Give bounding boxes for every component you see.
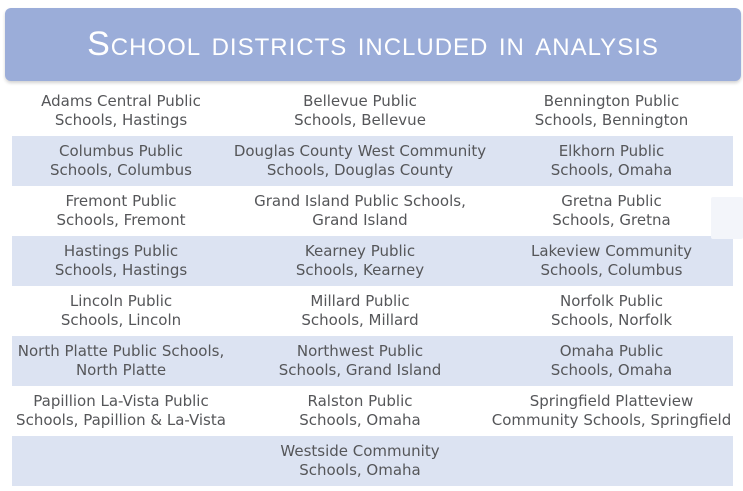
table-row (12, 136, 733, 186)
table-row (12, 236, 733, 286)
edge-artifact (711, 197, 743, 239)
table-cell: Northwest Public Schools, Grand Island (278, 342, 442, 379)
table-row (12, 86, 733, 136)
table-title-banner (5, 8, 741, 81)
table-cell: Kearney Public Schools, Kearney (295, 242, 425, 279)
table-row (12, 186, 733, 236)
table-cell: Gretna Public Schools, Gretna (552, 192, 671, 229)
table-cell: Papillion La-Vista Public Schools, Papillion & La-Vista (16, 392, 226, 429)
table-cell: Westside Community Schools, Omaha (280, 442, 440, 479)
table-cell: Grand Island Public Schools, Grand Island (254, 192, 466, 229)
table-cell: Bellevue Public Schools, Bellevue (294, 92, 426, 129)
table-row (12, 386, 733, 436)
table-cell: Bennington Public Schools, Bennington (534, 92, 689, 129)
table-cell: Adams Central Public Schools, Hastings (41, 92, 201, 129)
table-row (12, 286, 733, 336)
table-cell: Lincoln Public Schools, Lincoln (60, 292, 182, 329)
table-cell: Elkhorn Public Schools, Omaha (550, 142, 673, 179)
districts-table (12, 86, 733, 486)
table-cell: Columbus Public Schools, Columbus (50, 142, 192, 179)
table-row (12, 436, 733, 486)
table-cell: Springfield Platteview Community Schools, Springfield (491, 392, 732, 429)
table-cell: Omaha Public Schools, Omaha (550, 342, 673, 379)
table-cell: Millard Public Schools, Millard (301, 292, 419, 329)
table-cell: Lakeview Community Schools, Columbus (530, 242, 693, 279)
table-cell: Ralston Public Schools, Omaha (299, 392, 421, 429)
table-cell: Norfolk Public Schools, Norfolk (550, 292, 673, 329)
table-cell: Hastings Public Schools, Hastings (54, 242, 188, 279)
table-cell: Douglas County West Community Schools, Douglas County (233, 142, 487, 179)
table-row (12, 336, 733, 386)
table-title: School districts included in analysis (87, 25, 659, 63)
table-cell: Fremont Public Schools, Fremont (56, 192, 186, 229)
table-cell: North Platte Public Schools, North Platte (17, 342, 225, 379)
